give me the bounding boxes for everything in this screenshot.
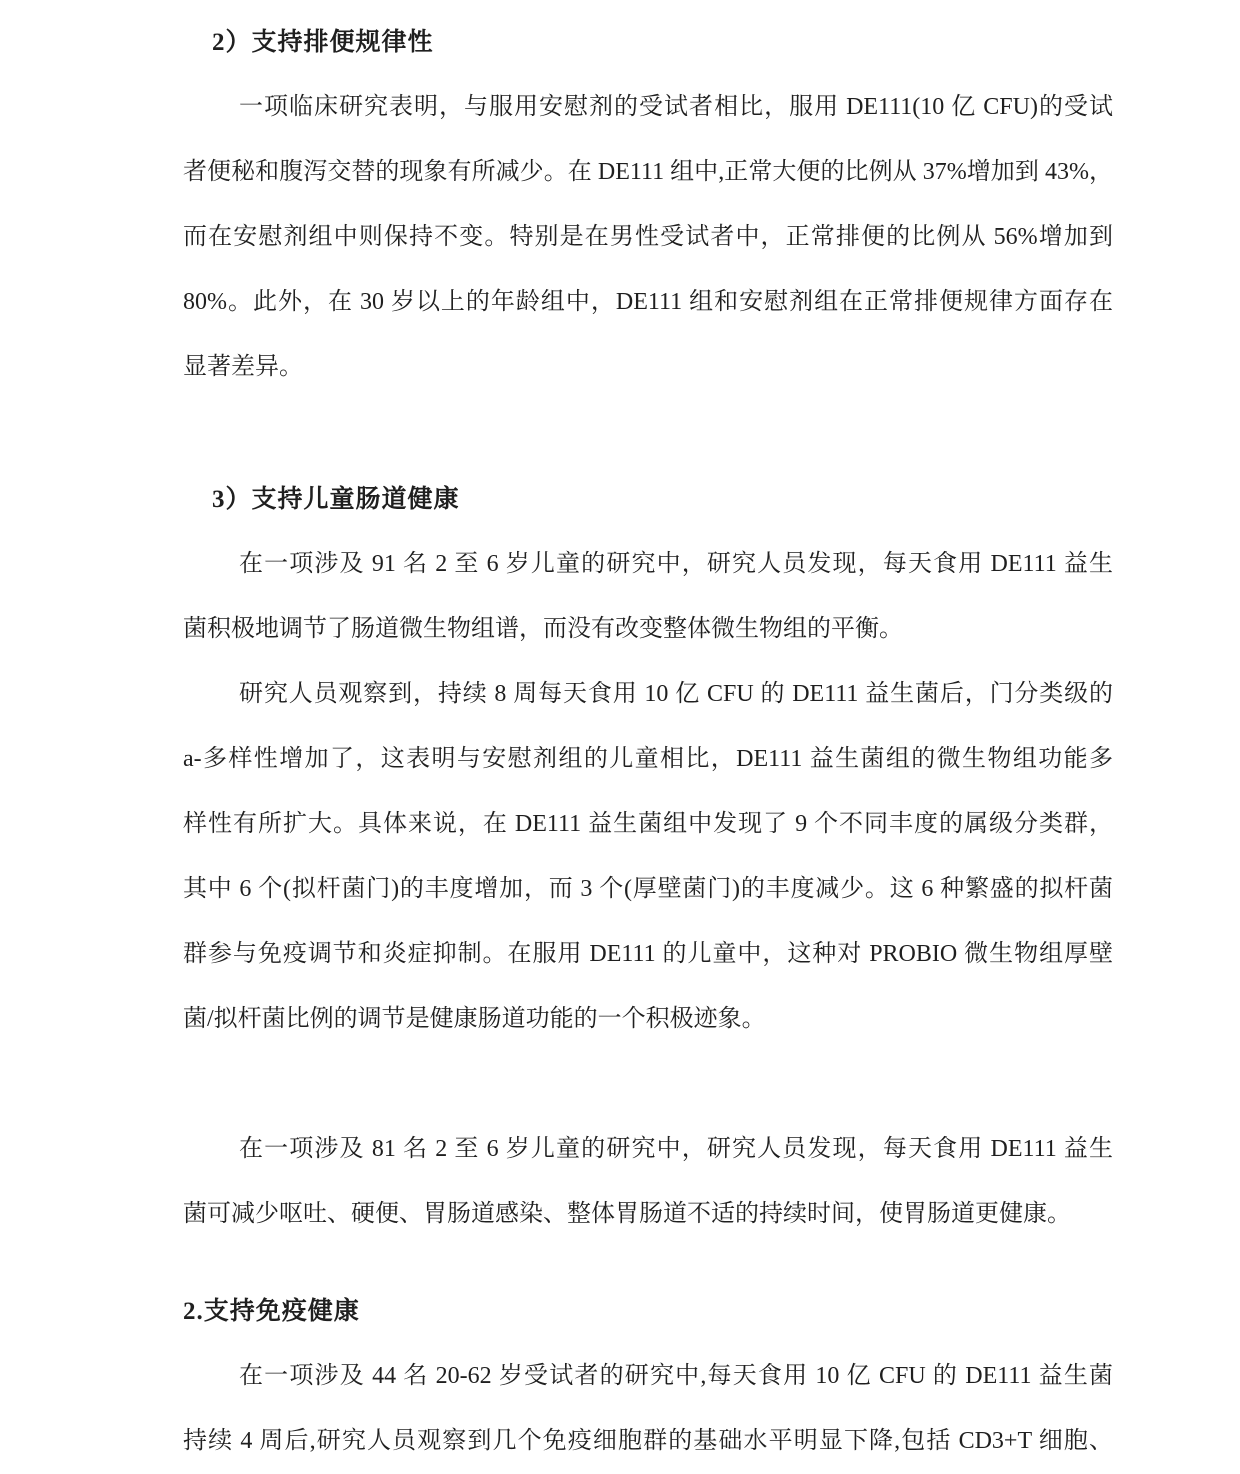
paragraph [183,75,1113,400]
text-line: a-多样性增加了，这表明与安慰剂组的儿童相比，DE111 益生菌组的微生物组功能多 [183,746,1113,772]
text-line: 菌可减少呕吐、硬便、胃肠道感染、整体胃肠道不适的持续时间，使胃肠道更健康。 [183,1201,1071,1227]
section-heading: 3）支持儿童肠道健康 [212,486,460,513]
text-line: 群参与免疫调节和炎症抑制。在服用 DE111 的儿童中，这种对 PROBIO 微生物组厚壁 [183,941,1113,967]
paragraph [183,1117,1113,1247]
text-line: 一项临床研究表明，与服用安慰剂的受试者相比，服用 DE111(10 亿 CFU)的受试 [239,94,1113,120]
paragraph [183,1344,1113,1474]
paragraph [183,532,1113,662]
text-line: 在一项涉及 91 名 2 至 6 岁儿童的研究中，研究人员发现，每天食用 DE111 益生 [239,551,1113,577]
text-line: 者便秘和腹泻交替的现象有所减少。在 DE111 组中,正常大便的比例从 37%增加到 43%， [183,159,1113,185]
text-line: 菌/拟杆菌比例的调节是健康肠道功能的一个积极迹象。 [183,1006,766,1032]
text-line: 显著差异。 [183,354,303,380]
text-line: 在一项涉及 44 名 20-62 岁受试者的研究中,每天食用 10 亿 CFU 的 DE111 益生菌 [239,1363,1113,1389]
section-heading: 2）支持排便规律性 [212,29,434,56]
text-line: 其中 6 个(拟杆菌门)的丰度增加，而 3 个(厚壁菌门)的丰度减少。这 6 种繁盛的拟杆菌 [183,876,1113,902]
paragraph [183,662,1113,1052]
text-line: 80%。此外，在 30 岁以上的年龄组中，DE111 组和安慰剂组在正常排便规律方面存在 [183,289,1113,315]
text-line: 样性有所扩大。具体来说，在 DE111 益生菌组中发现了 9 个不同丰度的属级分类群， [183,811,1113,837]
text-line: 在一项涉及 81 名 2 至 6 岁儿童的研究中，研究人员发现，每天食用 DE111 益生 [239,1136,1113,1162]
text-line: 而在安慰剂组中则保持不变。特别是在男性受试者中，正常排便的比例从 56%增加到 [183,224,1113,250]
text-line: 菌积极地调节了肠道微生物组谱，而没有改变整体微生物组的平衡。 [183,616,903,642]
text-line: 持续 4 周后,研究人员观察到几个免疫细胞群的基础水平明显下降,包括 CD3+T 细胞、 [183,1428,1113,1454]
section-heading: 2.支持免疫健康 [183,1298,360,1325]
text-line: 研究人员观察到，持续 8 周每天食用 10 亿 CFU 的 DE111 益生菌后，门分类级的 [239,681,1113,707]
